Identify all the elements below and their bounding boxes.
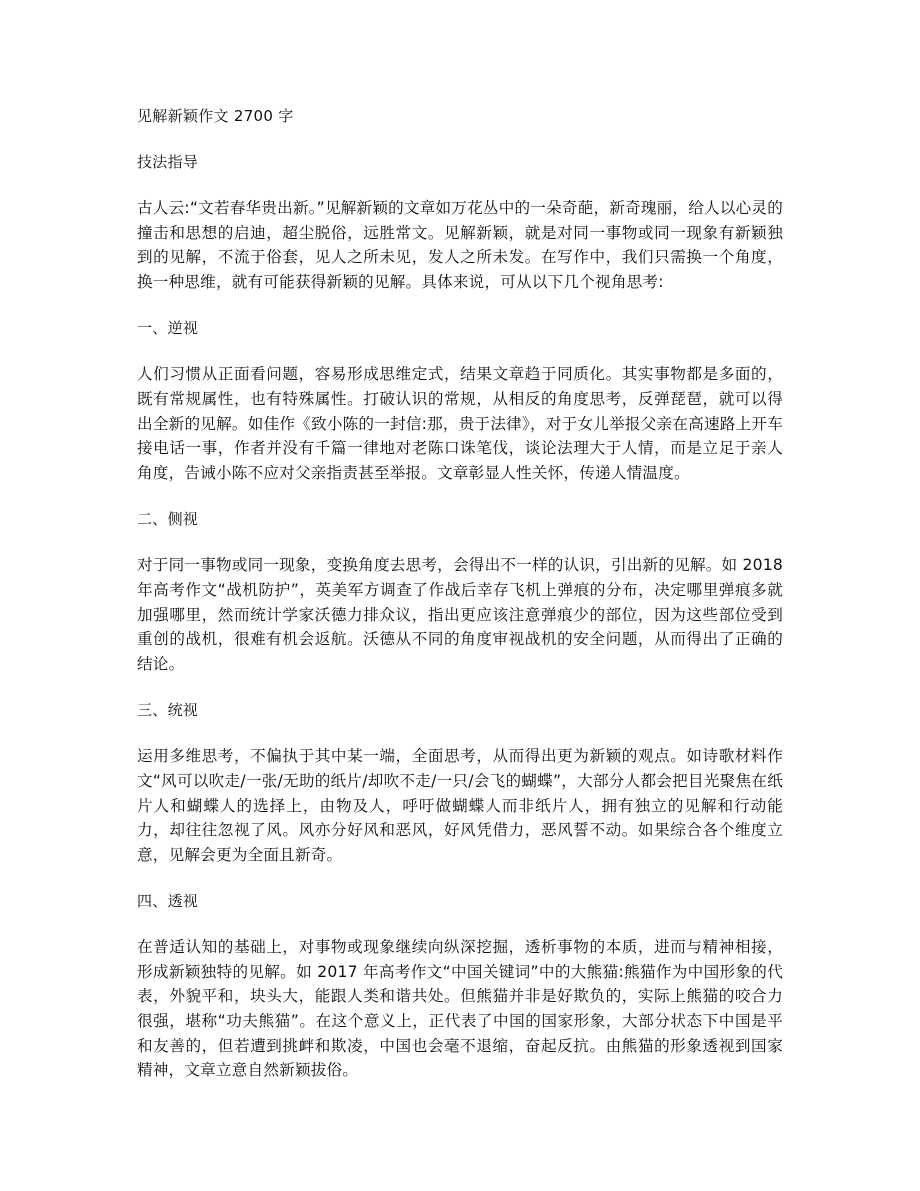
section-body-deep-view: 在普适认知的基础上，对事物或现象继续向纵深挖掘，透析事物的本质，进而与精神相接，形成新颖独特的见解。如 2017 年高考作文“中国关键词”中的大熊猫:熊猫作为中国形象的代表，外貌平和，块头大，能跟人类和谐共处。但熊猫并非是好欺负的，实际上熊猫的咬合力很强，堪称“功夫熊猫”。在这个意义上，正代表了中国的国家形象，大部分状态下中国是平和友善的，但若遭到挑衅和欺凌，中国也会毫不退缩，奋起反抗。由熊猫的形象透视到国家精神，文章立意自然新颖拔俗。 bbox=[137, 938, 783, 1080]
subtitle-heading: 技法指导 bbox=[137, 153, 199, 171]
section-heading-side-view: 二、侧视 bbox=[137, 510, 199, 529]
section-body-reverse-view: 人们习惯从正面看问题，容易形成思维定式，结果文章趋于同质化。其实事物都是多面的，既有常规属性，也有特殊属性。打破认识的常规，从相反的角度思考，反弹琵琶，就可以得出全新的见解。如佳作《致小陈的一封信:那，贵于法律》，对于女儿举报父亲在高速路上开车接电话一事，作者并没有千篇一律地对老陈口诛笔伐，谈论法理大于人情，而是立足于亲人角度，告诫小陈不应对父亲指责甚至举报。文章彰显人性关怀，传递人情温度。 bbox=[137, 365, 783, 482]
section-body-overall-view: 运用多维思考，不偏执于其中某一端，全面思考，从而得出更为新颖的观点。如诗歌材料作文“风可以吹走/一张/无助的纸片/却吹不走/一只/会飞的蝴蝶”，大部分人都会把目光聚焦在纸片人和蝴蝶人的选择上，由物及人，呼吁做蝴蝶人而非纸片人，拥有独立的见解和行动能力，却往往忽视了风。风亦分好风和恶风，好风凭借力，恶风誓不动。如果综合各个维度立意，见解会更为全面且新奇。 bbox=[137, 747, 783, 864]
section-heading-reverse-view: 一、逆视 bbox=[137, 319, 199, 338]
section-heading-deep-view: 四、透视 bbox=[137, 892, 199, 911]
section-body-side-view: 对于同一事物或同一现象，变换角度去思考，会得出不一样的认识，引出新的见解。如 2018 年高考作文“战机防护”，英美军方调查了作战后幸存飞机上弹痕的分布，决定哪里弹痕多就加强哪里，然而统计学家沃德力排众议，指出更应该注意弹痕少的部位，因为这些部位受到重创的战机，很难有机会返航。沃德从不同的角度审视战机的安全问题，从而得出了正确的结论。 bbox=[137, 556, 783, 673]
section-heading-overall-view: 三、统视 bbox=[137, 701, 199, 720]
document-page bbox=[137, 104, 783, 1105]
document-title: 见解新颖作文 2700 字 bbox=[137, 107, 294, 125]
intro-paragraph: 古人云:“文若春华贵出新。”见解新颖的文章如万花丛中的一朵奇葩，新奇瑰丽，给人以心灵的撞击和思想的启迪，超尘脱俗，远胜常文。见解新颖，就是对同一事物或同一现象有新颖独到的见解，不流于俗套，见人之所未见，发人之所未发。在写作中，我们只需换一个角度，换一种思维，就有可能获得新颖的见解。具体来说，可从以下几个视角思考: bbox=[137, 199, 783, 291]
